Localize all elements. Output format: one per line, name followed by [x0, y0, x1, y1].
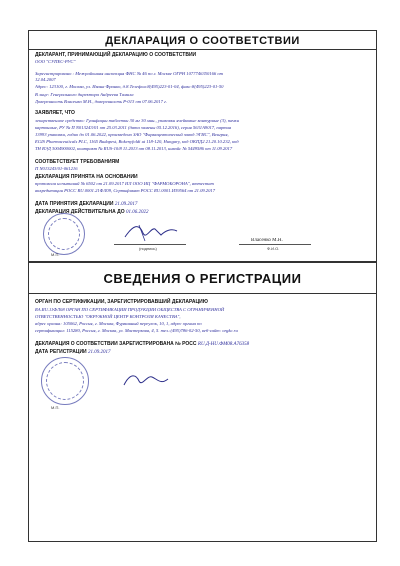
claims-label: ЗАЯВЛЯЕТ, ЧТО	[35, 110, 75, 116]
conformity-label: СООТВЕТСТВУЕТ ТРЕБОВАНИЯМ	[35, 159, 120, 165]
divider	[29, 293, 376, 294]
registration-title: СВЕДЕНИЯ О РЕГИСТРАЦИИ	[103, 271, 302, 286]
organ-line: ОТВЕТСТВЕННОСТЬЮ "ОКРУЖНОЙ ЦЕНТР КОНТРОЛЯ КАЧЕСТВА",	[35, 314, 181, 319]
sign-line	[114, 244, 186, 245]
date-accepted-label	[35, 201, 137, 207]
applicant-line: Адрес: 123100, г. Москва, ул. Ивана Франко, д.8.Телефон:8(495)223-01-04, факс:8(495)223-01-50	[35, 84, 224, 89]
document-frame	[28, 30, 377, 542]
registered-date-label-text: ДАТА РЕГИСТРАЦИИ	[35, 349, 87, 355]
fio-line	[239, 244, 311, 245]
registration-stamp	[41, 357, 89, 405]
conformity-value: П N013243/01-061216	[35, 166, 78, 171]
valid-until-value: 01.06.2022	[125, 210, 149, 215]
registered-number: RU.Д-HU.ФМ08.А76358	[197, 342, 250, 347]
company-stamp	[43, 213, 85, 255]
claims-line: 13993 упаковки, годно до 01.06.2022, произведено ЗАО "Фармацевтический завод ЭГИС", Венгрия,	[35, 132, 229, 137]
applicant-line: Зарегистрировано : Межрайонная инспекция ФНС № 46 по г. Москве ОГРН 1077746350166 от	[35, 71, 223, 76]
applicant-line: В лице: Генерального директора Андреева Тамила	[35, 92, 134, 97]
applicant-line: ООО "СУПЕС-РУС"	[35, 59, 76, 64]
mp-label: М.П.	[51, 405, 60, 410]
registered-date: 21.09.2017	[88, 350, 111, 355]
divider	[29, 49, 376, 50]
sign-caption: (подпись)	[139, 246, 157, 251]
applicant-line: Доверенность Власенко М.Н., доверенность Р-013 от 07.06.2017 г.	[35, 99, 167, 104]
signer-name: Власенко М.Н.	[251, 238, 283, 243]
organ-line: адрес органа: 105062, Россия, г. Москва, Фурманный переулок, 10, 1, адрес органа по	[35, 321, 202, 326]
fio-caption: Ф.И.О.	[267, 246, 280, 251]
signature	[121, 369, 171, 391]
declaration-section	[29, 31, 376, 261]
registered-date-label	[35, 349, 111, 355]
claims-line: ТН ВЭД 3004900002, контракт № RUS-10/8 11.2013 от 08.11.2013, инвойс № 5449586 от 11.09.2017	[35, 146, 233, 151]
claims-line: EGIS Pharmaceuticals PLC, 1165 Budapest, Bokenyfoldi ut 118-120, Hungary, код ОКПД2 21.20.10.232, код	[35, 139, 239, 144]
date-accepted-value: 21.09.2017	[114, 202, 138, 207]
applicant-line: 12.04.2007	[35, 77, 56, 82]
organ-line: RA.RU.11ФЛ08 ОРГАН ПО СЕРТИФИКАЦИИ ПРОДУКЦИИ ОБЩЕСТВА С ОГРАНИЧЕННОЙ	[35, 307, 225, 312]
basis-line: аккредитации РОСС RU.0001.21ФЛ09, Сертификат РОСС RU.0001.И39564 от 21.09.2017	[35, 188, 215, 193]
valid-until-label-text: ДЕКЛАРАЦИЯ ДЕЙСТВИТЕЛЬНА ДО	[35, 209, 125, 215]
date-accepted-label-text: ДАТА ПРИНЯТИЯ ДЕКЛАРАЦИИ	[35, 201, 114, 207]
basis-line: протокола испытаний № 6502 от 21.09.2017 ИЛ ООО ИЦ "ФАРМОБОРОНА", аттестат	[35, 181, 214, 186]
basis-label: ДЕКЛАРАЦИЯ ПРИНЯТА НА ОСНОВАНИИ	[35, 174, 138, 180]
mp-label: М.П.	[51, 252, 60, 257]
claims-line: картонные, РУ № П N013243/01 от 25.03.2011 (дата замены 05.12.2016), серия 5631A9017, партия	[35, 125, 231, 130]
applicant-label: ДЕКЛАРАНТ, ПРИНИМАЮЩИЙ ДЕКЛАРАЦИЮ О СООТВЕТСТВИИ	[35, 52, 197, 58]
valid-until-label	[35, 209, 148, 215]
registration-section	[29, 263, 376, 541]
organ-label: ОРГАН ПО СЕРТИФИКАЦИИ, ЗАРЕГИСТРИРОВАВШИЙ ДЕКЛАРАЦИЮ	[35, 299, 208, 305]
organ-line: сертификации: 115280, Россия, г. Москва, ул. Мастеркова, 4, 5. тел.:(495)786-02-50, веб-сайт: orgkc.ru	[35, 328, 238, 333]
registered-label-text: ДЕКЛАРАЦИЯ О СООТВЕТСТВИИ ЗАРЕГИСТРИРОВАНА № РОСС	[35, 341, 197, 347]
claims-line: лекарственное средство: Гуанфацин таблетки 30 мг 30 мин., упаковки ячейковые контурные (3), пачки	[35, 118, 240, 123]
signature	[121, 219, 181, 245]
registered-label	[35, 341, 249, 347]
declaration-title: ДЕКЛАРАЦИЯ О СООТВЕТСТВИИ	[105, 35, 300, 47]
